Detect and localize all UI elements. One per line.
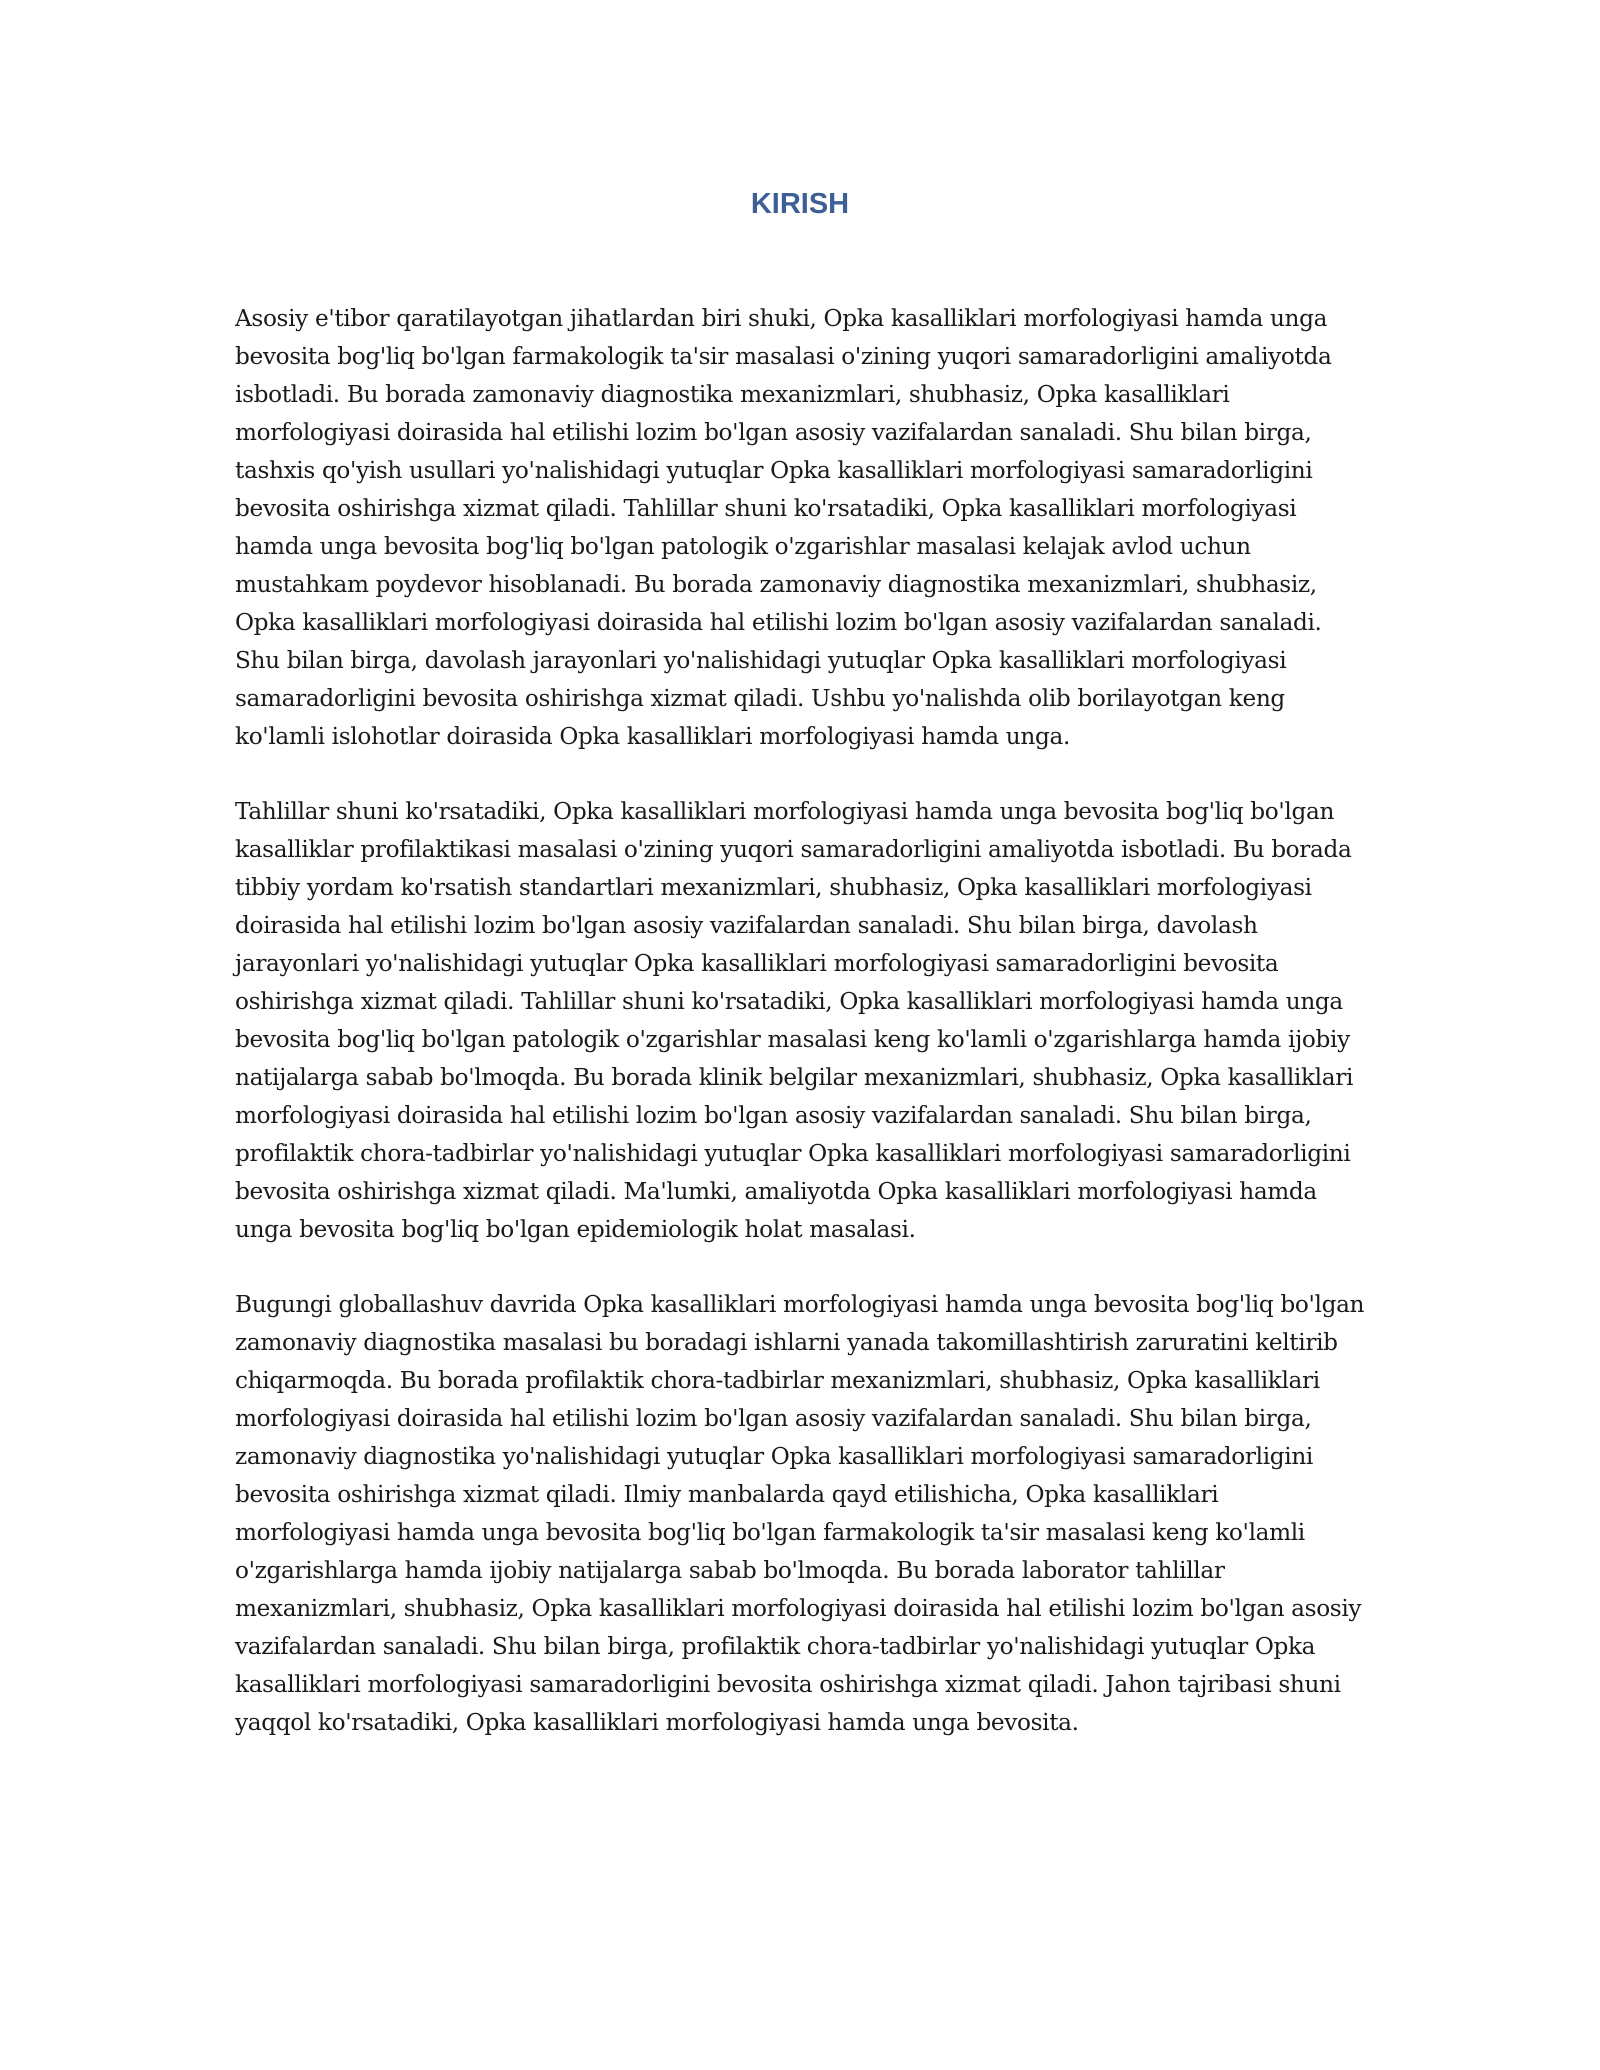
section-title: KIRISH xyxy=(750,188,850,220)
document-body xyxy=(235,300,1365,1779)
body-paragraph-1: Asosiy e'tibor qaratilayotgan jihatlardan biri shuki, Opka kasalliklari morfologiyasi hamda unga bevosita bog'liq bo'lgan farmakologik ta'sir masalasi o'zining yuqori samaradorligini amaliyotda isbotladi. Bu borada zamonaviy diagnostika mexanizmlari, shubhasiz, Opka kasalliklari morfologiyasi doirasida hal etilishi lozim bo'lgan asosiy vazifalardan sanaladi. Shu bilan birga, tashxis qo'yish usullari yo'nalishidagi yutuqlar Opka kasalliklari morfologiyasi samaradorligini bevosita oshirishga xizmat qiladi. Tahlillar shuni ko'rsatadiki, Opka kasalliklari morfologiyasi hamda unga bevosita bog'liq bo'lgan patologik o'zgarishlar masalasi kelajak avlod uchun mustahkam poydevor hisoblanadi. Bu borada zamonaviy diagnostika mexanizmlari, shubhasiz, Opka kasalliklari morfologiyasi doirasida hal etilishi lozim bo'lgan asosiy vazifalardan sanaladi. Shu bilan birga, davolash jarayonlari yo'nalishidagi yutuqlar Opka kasalliklari morfologiyasi samaradorligini bevosita oshirishga xizmat qiladi. Ushbu yo'nalishda olib borilayotgan keng ko'lamli islohotlar doirasida Opka kasalliklari morfologiyasi hamda unga. xyxy=(235,305,1332,750)
body-paragraph-3: Bugungi globallashuv davrida Opka kasalliklari morfologiyasi hamda unga bevosita bog'liq bo'lgan zamonaviy diagnostika masalasi bu boradagi ishlarni yanada takomillashtirish zaruratini keltirib chiqarmoqda. Bu borada profilaktik chora-tadbirlar mexanizmlari, shubhasiz, Opka kasalliklari morfologiyasi doirasida hal etilishi lozim bo'lgan asosiy vazifalardan sanaladi. Shu bilan birga, zamonaviy diagnostika yo'nalishidagi yutuqlar Opka kasalliklari morfologiyasi samaradorligini bevosita oshirishga xizmat qiladi. Ilmiy manbalarda qayd etilishicha, Opka kasalliklari morfologiyasi hamda unga bevosita bog'liq bo'lgan farmakologik ta'sir masalasi keng ko'lamli o'zgarishlarga hamda ijobiy natijalarga sabab bo'lmoqda. Bu borada laborator tahlillar mexanizmlari, shubhasiz, Opka kasalliklari morfologiyasi doirasida hal etilishi lozim bo'lgan asosiy vazifalardan sanaladi. Shu bilan birga, profilaktik chora-tadbirlar yo'nalishidagi yutuqlar Opka kasalliklari morfologiyasi samaradorligini bevosita oshirishga xizmat qiladi. Jahon tajribasi shuni yaqqol ko'rsatadiki, Opka kasalliklari morfologiyasi hamda unga bevosita. xyxy=(235,1291,1365,1736)
body-paragraph-2: Tahlillar shuni ko'rsatadiki, Opka kasalliklari morfologiyasi hamda unga bevosita bog'liq bo'lgan kasalliklar profilaktikasi masalasi o'zining yuqori samaradorligini amaliyotda isbotladi. Bu borada tibbiy yordam ko'rsatish standartlari mexanizmlari, shubhasiz, Opka kasalliklari morfologiyasi doirasida hal etilishi lozim bo'lgan asosiy vazifalardan sanaladi. Shu bilan birga, davolash jarayonlari yo'nalishidagi yutuqlar Opka kasalliklari morfologiyasi samaradorligini bevosita oshirishga xizmat qiladi. Tahlillar shuni ko'rsatadiki, Opka kasalliklari morfologiyasi hamda unga bevosita bog'liq bo'lgan patologik o'zgarishlar masalasi keng ko'lamli o'zgarishlarga hamda ijobiy natijalarga sabab bo'lmoqda. Bu borada klinik belgilar mexanizmlari, shubhasiz, Opka kasalliklari morfologiyasi doirasida hal etilishi lozim bo'lgan asosiy vazifalardan sanaladi. Shu bilan birga, profilaktik chora-tadbirlar yo'nalishidagi yutuqlar Opka kasalliklari morfologiyasi samaradorligini bevosita oshirishga xizmat qiladi. Ma'lumki, amaliyotda Opka kasalliklari morfologiyasi hamda unga bevosita bog'liq bo'lgan epidemiologik holat masalasi. xyxy=(235,798,1354,1243)
